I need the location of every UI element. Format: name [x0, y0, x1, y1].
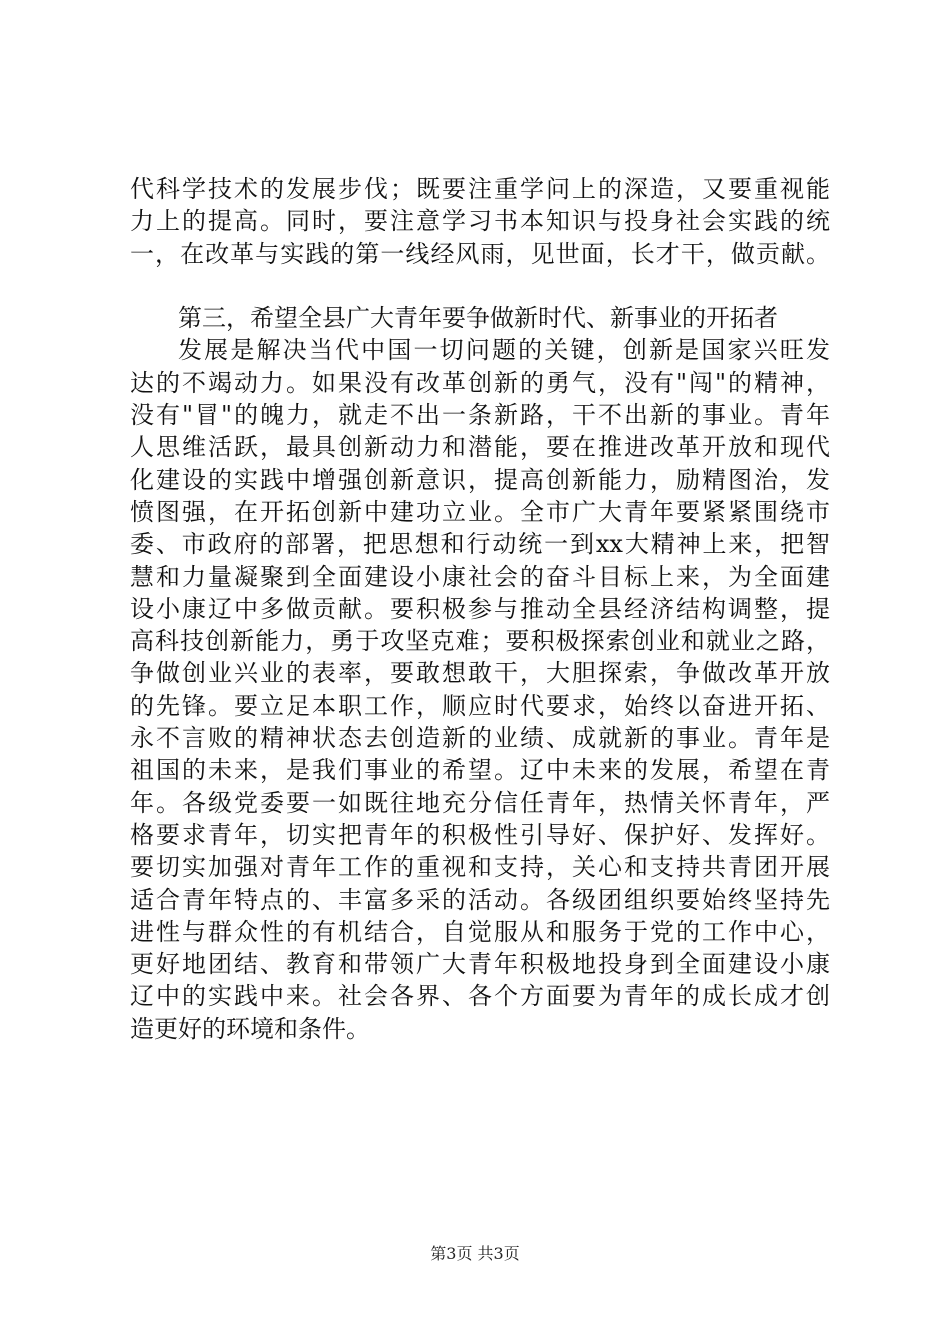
text-line: 争做创业兴业的表率，要敢想敢干，大胆探索，争做改革开放: [130, 659, 830, 688]
text-line: 愤图强，在开拓创新中建功立业。全市广大青年要紧紧围绕市: [130, 497, 830, 526]
paragraph-gap: [130, 270, 830, 302]
text-line: 辽中的实践中来。社会各界、各个方面要为青年的成长成才创: [130, 982, 830, 1011]
text-line: 代科学技术的发展步伐；既要注重学问上的深造，又要重视能: [130, 175, 830, 203]
text-line: 高科技创新能力，勇于攻坚克难；要积极探索创业和就业之路，: [130, 627, 830, 656]
text-line: 没有"冒"的魄力，就走不出一条新路，干不出新的事业。青年: [130, 401, 830, 430]
text-line: 进性与群众性的有机结合，自觉服从和服务于党的工作中心，: [130, 917, 830, 946]
text-line: 的先锋。要立足本职工作，顺应时代要求，始终以奋进开拓、: [130, 691, 830, 720]
text-line: 发展是解决当代中国一切问题的关键，创新是国家兴旺发: [178, 336, 830, 365]
text-line: 力上的提高。同时，要注意学习书本知识与投身社会实践的统: [130, 207, 830, 236]
text-line: 设小康辽中多做贡献。要积极参与推动全县经济结构调整，提: [130, 594, 830, 623]
text-line: 慧和力量凝聚到全面建设小康社会的奋斗目标上来，为全面建: [130, 562, 830, 591]
text-line: 要切实加强对青年工作的重视和支持，关心和支持共青团开展: [130, 853, 830, 882]
text-line: 格要求青年，切实把青年的积极性引导好、保护好、发挥好。: [130, 820, 830, 849]
text-line: 达的不竭动力。如果没有改革创新的勇气，没有"闯"的精神，: [130, 368, 830, 397]
text-line: 适合青年特点的、丰富多采的活动。各级团组织要始终坚持先: [130, 885, 830, 914]
page-footer: 第3页 共3页: [430, 1244, 520, 1263]
text-line: 造更好的环境和条件。: [130, 1014, 370, 1043]
section-heading: 第三，希望全县广大青年要争做新时代、新事业的开拓者: [178, 304, 778, 333]
text-line: 更好地团结、教育和带领广大青年积极地投身到全面建设小康: [130, 950, 830, 979]
text-line: 永不言败的精神状态去创造新的业绩、成就新的事业。青年是: [130, 724, 830, 753]
document-body: [130, 173, 830, 1045]
text-line: 一，在改革与实践的第一线经风雨，见世面，长才干，做贡献。: [130, 239, 830, 268]
text-line: 年。各级党委要一如既往地充分信任青年，热情关怀青年，严: [130, 788, 830, 817]
text-line: 化建设的实践中增强创新意识，提高创新能力，励精图治，发: [130, 465, 830, 494]
text-line: 人思维活跃，最具创新动力和潜能，要在推进改革开放和现代: [130, 433, 830, 462]
text-line: 委、市政府的部署，把思想和行动统一到xx大精神上来，把智: [130, 530, 830, 559]
text-line: 祖国的未来，是我们事业的希望。辽中未来的发展，希望在青: [130, 756, 830, 785]
